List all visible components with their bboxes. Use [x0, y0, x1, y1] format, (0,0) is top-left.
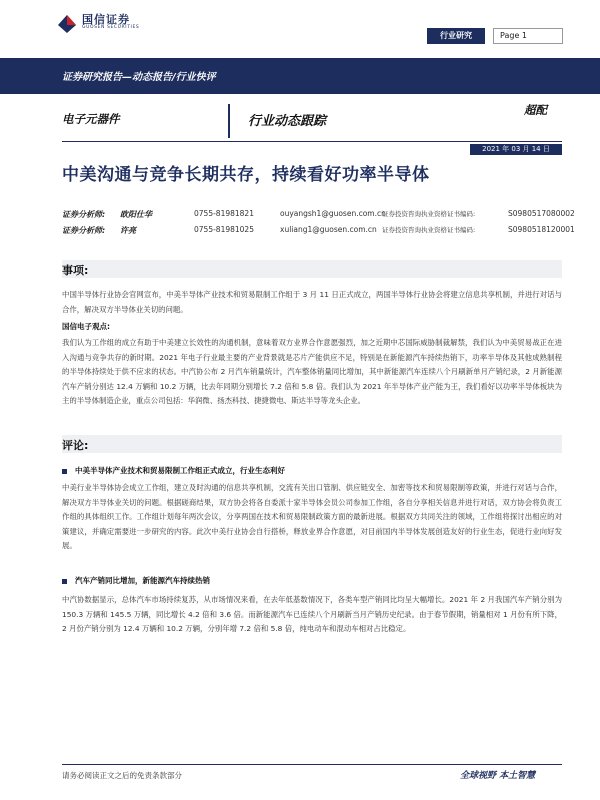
- comment-title-text: 汽车产销同比增加，新能源汽车持续热销: [75, 576, 210, 585]
- footer-disclaimer: 请务必阅读正文之后的免责条款部分: [62, 771, 182, 780]
- analyst-row: [62, 225, 575, 239]
- report-subtype: 行业动态跟踪: [248, 114, 327, 129]
- section-heading-comments: 评论:: [62, 439, 89, 452]
- analyst-label: 证券分析师:: [62, 210, 106, 219]
- rating: 超配: [524, 103, 547, 117]
- comment-title: [62, 575, 210, 586]
- comment-paragraph: 中汽协数据显示，总体汽车市场持续复苏，从市场情况来看，在去年低基数情况下，各类车型产销同比均呈大幅增长。2021 年 2 月我国汽车产销分别为 150.3 万辆和 145.5 万辆，同比增长 4.2 倍和 3.6 倍。而新能源汽车已连续八个月刷新当月产销历史纪录。由于春节假期，销量相对 1 月份有所下降，2 月份产销分别为 12.4 万辆和 10.2 万辆，分别年增 7.2 倍和 5.8 倍，纯电动车和混动车相对占比稳定。: [62, 595, 562, 634]
- research-tag: 行业研究: [427, 28, 485, 44]
- divider: [62, 141, 562, 142]
- page-number: Page 1: [493, 28, 563, 44]
- viewpoint-paragraph: 我们认为工作组的成立有助于中美建立长效性的沟通机制，意味着双方业界合作意愿强烈，加之近期中芯国际威胁制裁解禁，我们认为中美贸易战正在进入沟通与竞争共存的新时期。2021 年电子行业最主要的产业背景就是芯片产能供应不足，特别是在新能源汽车持续热销下，功率半导体及其他成熟制程的半导体持续处于供不应求的状态。中汽协公布 2 月汽车销量统计，汽车整体销量同比增加，其中新能源汽车连续八个月刷新单月产销纪录，2 月新能源汽车产销分别达 12.4 万辆和 10.2 万辆，比去年同期分别增长 7.2 倍和 5.8 倍。我们认为 2021 年半导体产业产能为王，我们看好以功率半导体板块为主的半导体制造企业，重点公司包括：华润微、扬杰科技、捷捷微电、斯达半导等龙头企业。: [62, 338, 562, 406]
- section-band: [62, 260, 562, 278]
- sector-name: 电子元器件: [62, 112, 120, 126]
- comment-title: [62, 465, 285, 476]
- analyst-name: 欧阳仕华: [120, 210, 152, 219]
- analyst-email: ouyangsh1@guosen.com.cn: [280, 209, 386, 218]
- report-type: 证券研究报告—动态报告/行业快评: [62, 72, 216, 83]
- comment-paragraph: 中美行业半导体协会成立工作组，建立及时沟通的信息共享机制，交流有关出口管制、供应链安全、加密等技术和贸易限制等政策，并进行对话与合作，解决双方半导体业关切的问题。根据磋商结果，双方协会将各自委派十家半导体会员公司参加工作组，各自分享相关信息并进行对话，双方协会将负责工作组的具体组织工作。工作组计划每年两次会议，分享两国在技术和贸易限制政策方面的最新进展。根据双方共同关注的领域，工作组将探讨出相应的对策建议，并确定需要进一步研究的内容。此次中美行业协会自行搭桥，释放业界合作意愿，对目前国内半导体发展创造友好的行业生态，促进行业向好发展。: [62, 483, 562, 551]
- company-name-cn: 国信证券: [82, 13, 130, 26]
- guosen-logo-icon: [56, 13, 78, 35]
- report-date: 2021 年 03 月 14 日: [470, 144, 562, 155]
- section-band: [62, 435, 562, 453]
- analyst-name: 许亮: [120, 226, 136, 235]
- analyst-cert-number: S0980517080002: [508, 209, 575, 218]
- company-name-en: GUOSEN SECURITIES: [82, 25, 140, 30]
- bullet-square-icon: [62, 469, 67, 474]
- comment-title-text: 中美半导体产业技术和贸易限制工作组正式成立，行业生态利好: [75, 466, 285, 475]
- footer-slogan: 全球视野 本土智慧: [460, 771, 536, 781]
- events-paragraph: 中国半导体行业协会官网宣布，中美半导体产业技术和贸易限制工作组于 3 月 11 日正式成立，两国半导体行业协会将建立信息共享机制，并进行对话与合作，解决双方半导体业关切的问题。: [62, 290, 562, 314]
- analyst-phone: 0755-81981025: [194, 225, 254, 234]
- page-title: 中美沟通与竞争长期共存，持续看好功率半导体: [62, 165, 430, 185]
- footer-divider: [62, 764, 562, 765]
- section-heading-events: 事项:: [62, 264, 89, 277]
- analyst-label: 证券分析师:: [62, 226, 106, 235]
- analyst-cert-number: S0980518120001: [508, 225, 575, 234]
- analyst-row: [62, 209, 575, 223]
- bullet-square-icon: [62, 579, 67, 584]
- analyst-email: xuliang1@guosen.com.cn: [280, 225, 377, 234]
- analyst-cert-label: 证券投资咨询执业资格证书编码:: [382, 226, 476, 234]
- analyst-phone: 0755-81981821: [194, 209, 254, 218]
- viewpoint-label: 国信电子观点:: [62, 322, 110, 331]
- analyst-cert-label: 证券投资咨询执业资格证书编码:: [382, 210, 476, 218]
